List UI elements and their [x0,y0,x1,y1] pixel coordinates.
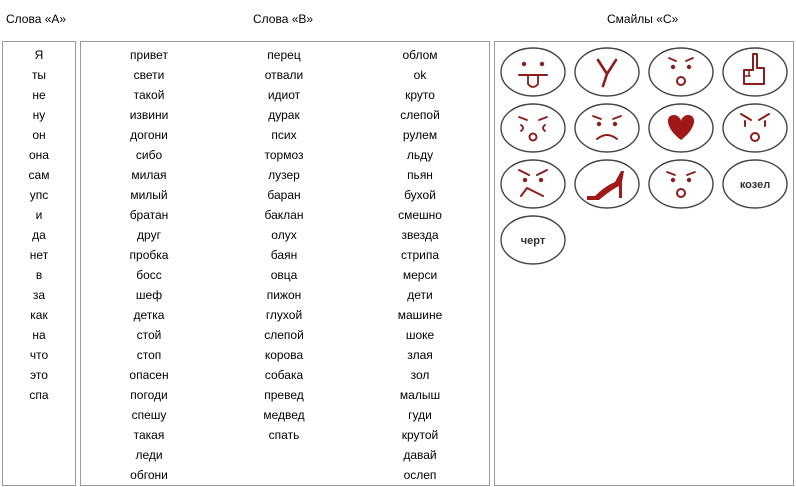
heart-icon[interactable] [649,104,713,152]
word-b-item[interactable]: мерси [402,268,438,282]
word-b-item[interactable]: корова [264,348,304,362]
word-b-item[interactable]: злая [407,348,433,362]
word-b-item[interactable]: пробка [129,248,169,262]
word-a-item[interactable]: за [32,288,46,302]
word-b-item[interactable]: рулем [402,128,438,142]
word-b-item[interactable]: глухой [265,308,303,322]
word-b-item[interactable]: слепой [400,108,440,122]
word-b-item[interactable]: детка [133,308,165,322]
word-b-item[interactable]: такая [133,428,165,442]
word-b-item[interactable]: тормоз [264,148,304,162]
header-smileys-c: Смайлы «С» [607,12,679,26]
word-b-item[interactable]: такой [133,88,165,102]
word-a-item[interactable]: нет [29,248,49,262]
word-b-item[interactable]: смешно [398,208,442,222]
word-a-item[interactable]: она [29,148,49,162]
word-a-item[interactable]: Я [34,48,44,62]
header-words-b: Слова «В» [253,12,314,26]
word-b-item[interactable]: шеф [135,288,163,302]
word-a-item[interactable]: в [35,268,43,282]
word-b-item[interactable]: стрипа [400,248,440,262]
word-a-item[interactable]: сам [28,168,50,182]
angry-frown-face-icon[interactable] [501,160,565,208]
word-b-item[interactable]: стоп [136,348,162,362]
words-b-list-2 [247,45,321,445]
word-b-item[interactable]: спать [268,428,300,442]
word-b-item[interactable]: свети [133,68,165,82]
word-a-item[interactable]: как [30,308,48,322]
word-b-item[interactable]: слепой [264,328,304,342]
word-b-item[interactable]: звезда [401,228,439,242]
word-b-item[interactable]: баран [267,188,301,202]
header-words-a: Слова «А» [6,12,67,26]
kozel-text-icon[interactable] [723,160,787,208]
word-b-item[interactable]: баян [270,248,298,262]
word-b-item[interactable]: дурак [268,108,300,122]
word-b-item[interactable]: овца [270,268,298,282]
word-b-item[interactable]: идиот [267,88,301,102]
word-a-item[interactable]: упс [29,188,49,202]
word-a-item[interactable]: он [32,128,46,142]
word-a-item[interactable]: спа [29,388,49,402]
word-b-item[interactable]: пижон [266,288,302,302]
word-b-item[interactable]: псих [271,128,297,142]
word-b-item[interactable]: баклан [264,208,304,222]
word-b-item[interactable]: босс [136,268,162,282]
word-b-item[interactable]: извини [129,108,169,122]
word-a-item[interactable]: это [30,368,48,382]
word-b-item[interactable]: бухой [404,188,436,202]
word-b-item[interactable]: лузер [268,168,300,182]
middle-finger-icon[interactable] [723,48,787,96]
word-b-item[interactable]: медвед [263,408,305,422]
smileys-c-panel [494,41,794,486]
word-b-item[interactable]: ослеп [403,468,437,482]
word-b-item[interactable]: друг [137,228,161,242]
word-b-item[interactable]: спешу [131,408,167,422]
word-b-item[interactable]: превед [264,388,304,402]
word-a-item[interactable]: на [32,328,46,342]
word-b-item[interactable]: погоди [130,388,168,402]
words-b-list-1 [112,45,186,485]
word-b-item[interactable]: давай [403,448,437,462]
word-b-item[interactable]: леди [135,448,163,462]
word-a-item[interactable]: ты [31,68,47,82]
shocked-face-icon[interactable] [649,160,713,208]
word-b-item[interactable]: сибо [135,148,163,162]
word-b-item[interactable]: крутой [401,428,439,442]
word-b-item[interactable]: облом [402,48,438,62]
word-b-item[interactable]: машине [397,308,443,322]
word-b-item[interactable]: круто [405,88,435,102]
word-b-item[interactable]: зол [410,368,430,382]
angry-surprised-face-icon[interactable] [723,104,787,152]
word-b-item[interactable]: шоке [405,328,435,342]
sad-face-icon[interactable] [575,104,639,152]
smileys-grid [495,42,795,342]
word-b-item[interactable]: перец [267,48,301,62]
chert-text-icon[interactable] [501,216,565,264]
word-b-item[interactable]: обгони [130,468,168,482]
word-b-item[interactable]: милая [131,168,167,182]
word-b-item[interactable]: гуди [408,408,432,422]
tongue-out-face-icon[interactable] [501,48,565,96]
word-a-item[interactable]: что [29,348,49,362]
words-a-list [2,45,76,405]
word-b-item[interactable]: догони [130,128,168,142]
kozel-label: козел [739,179,771,191]
word-a-item[interactable]: ну [32,108,46,122]
word-b-item[interactable]: стой [136,328,162,342]
letter-y-icon[interactable] [575,48,639,96]
word-b-item[interactable]: опасен [129,368,169,382]
word-b-item[interactable]: собака [264,368,304,382]
word-a-item[interactable]: да [32,228,46,242]
words-b-list-3 [383,45,457,485]
word-a-item[interactable]: и [35,208,43,222]
word-b-item[interactable]: олух [271,228,297,242]
word-b-item[interactable]: малыш [399,388,441,402]
word-b-item[interactable]: пьян [407,168,433,182]
surprised-face-icon[interactable] [649,48,713,96]
word-b-item[interactable]: милый [130,188,168,202]
chert-label: черт [520,235,546,247]
high-heel-shoe-icon[interactable] [575,160,639,208]
word-a-item[interactable]: не [32,88,46,102]
word-b-item[interactable]: дети [407,288,433,302]
word-b-item[interactable]: отвали [264,68,304,82]
word-b-item[interactable]: братан [129,208,169,222]
word-b-item[interactable]: привет [130,48,168,62]
crying-face-icon[interactable] [501,104,565,152]
word-b-item[interactable]: ok [413,68,427,82]
word-b-item[interactable]: льду [406,148,434,162]
